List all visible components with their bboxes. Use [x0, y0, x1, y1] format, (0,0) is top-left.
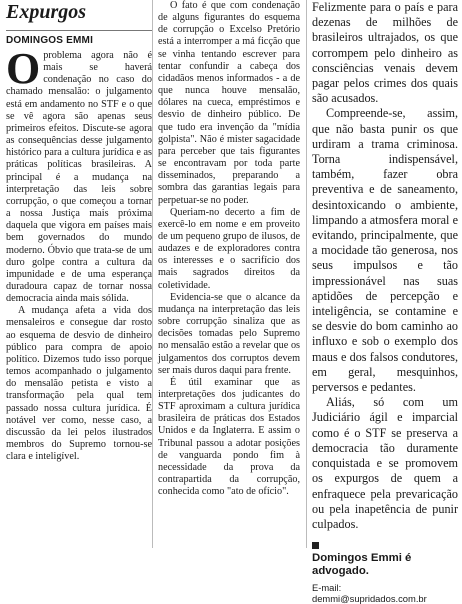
paragraph: Compreende-se, assim, que não basta punir os que urdiram a trama criminosa. Torna indispensável, também, fazer obra preventiva e de saneamento, desintoxicando o ambiente, limpando a atmosfera moral e evitando, principalmente, que a mocidade tão generosa, nos seus impulsos e tão impressionável nas suas aptidões de percepção e inteligência, se contamine e se desvie do bom caminho ao influxo e sob o exemplo dos maus e dos falsos condutores, em geral, mesquinhos, perversos e pedantes.	[312, 106, 458, 395]
paragraph: É útil examinar que as interpretações dos judicantes do STF aproximam a cultura jurídica brasileira de práticas dos Estados Unidos e da Inglaterra. E assim o Tribunal passou a adotar posições de vanguarda pondo fim à necessidade da prova da contrapartida da corrupção, conhecida como "ato de ofício".	[158, 376, 300, 498]
paragraph: A mudança afeta a vida dos mensaleiros e consegue dar rosto ao esquema de desvio de dinheiro público para compra de apoio político. Dizemos tudo isso porque temos acompanhado o julgamento do mensalão petista e visto a transformação pela qual tem passado nossa cultura jurídica. É notável ver como, nesse caso, a discussão da lei pelos ilustrados membros do Supremo tornou-se clara e inteligível.	[6, 305, 152, 463]
column-2	[158, 0, 300, 498]
paragraph: Evidencia-se que o alcance da mudança na interpretação das leis sobre corrupção sinaliza que as decisões tomadas pelo Supremo no mensalão estão a revelar que os julgamentos dos corruptos devem ser mais duros daqui para frente.	[158, 291, 300, 376]
paragraph: Aliás, só com um Judiciário ágil e imparcial como é o STF se preserva a democracia tão duramente conquistada e se promovem os expurgos de quem a enfraquece pela prevaricação ou pela inapetência de punir culpados.	[312, 395, 458, 531]
title-rule	[6, 30, 152, 31]
paragraph-text: problema agora não é mais se haverá condenação no caso do chamado mensalão: o julgamento está em andamento no STF e o que se vê agora são apenas seus primeiros efeitos. Discute-se agora as consequências desse julgamento histórico para a cultura jurídica e as práticas políticas brasileiras. A principal é a mudança na interpretação das leis sobre corrupção, o que começou a tornar a nossa Justiça mais próxima daquela que vigora em países mais bem governados do mundo moderno. Óbvio que trata-se de um duro golpe contra a cultura da impunidade e de uma esperança duradoura capaz de tornar nossa democracia ainda mais sólida.	[6, 50, 152, 305]
square-bullet-icon	[312, 542, 319, 549]
article-title: Expurgos	[6, 1, 87, 23]
column-2-text	[158, 0, 300, 498]
column-1-text	[6, 44, 152, 463]
author-byline: DOMINGOS EMMI	[6, 35, 94, 46]
paragraph: Queriam-no decerto a fim de exercê-lo em nome e em proveito de um pequeno grupo de ilusos, de audazes e de exploradores contra os interesses e o sacrifício dos mais sagrados direitos da coletividade.	[158, 206, 300, 291]
paragraph: Felizmente para o país e para dezenas de milhões de brasileiros ultrajados, os que corrompem pelo dinheiro as consciências venais devem pagar pelos crimes dos quais são acusados.	[312, 0, 458, 106]
column-divider	[152, 0, 153, 548]
column-1	[0, 0, 152, 463]
author-bio: Domingos Emmi é advogado.	[312, 552, 412, 578]
column-3-text	[312, 0, 458, 532]
column-divider	[306, 0, 307, 548]
drop-cap: O	[6, 44, 41, 93]
column-3	[312, 0, 458, 604]
paragraph: O fato é que com condenação de alguns figurantes do esquema de corrupção o Excelso Pretório está a interromper a má ficção que se vinha tentando escrever para tentar confundir a cabeça dos cidadãos menos informados - a de que nunca houve mensalão, dólares na cueca, empréstimos e desvio de dinheiro público. De que tudo era invenção da "mídia golpista". Não é mister sagacidade para perceber que tais figurantes se encontravam por toda parte disseminados, preparando a sombra das garantias legais para perpetuar-se no poder.	[158, 0, 300, 206]
paragraph	[6, 44, 152, 305]
author-email: E-mail: demmi@supridados.com.br	[312, 582, 427, 604]
